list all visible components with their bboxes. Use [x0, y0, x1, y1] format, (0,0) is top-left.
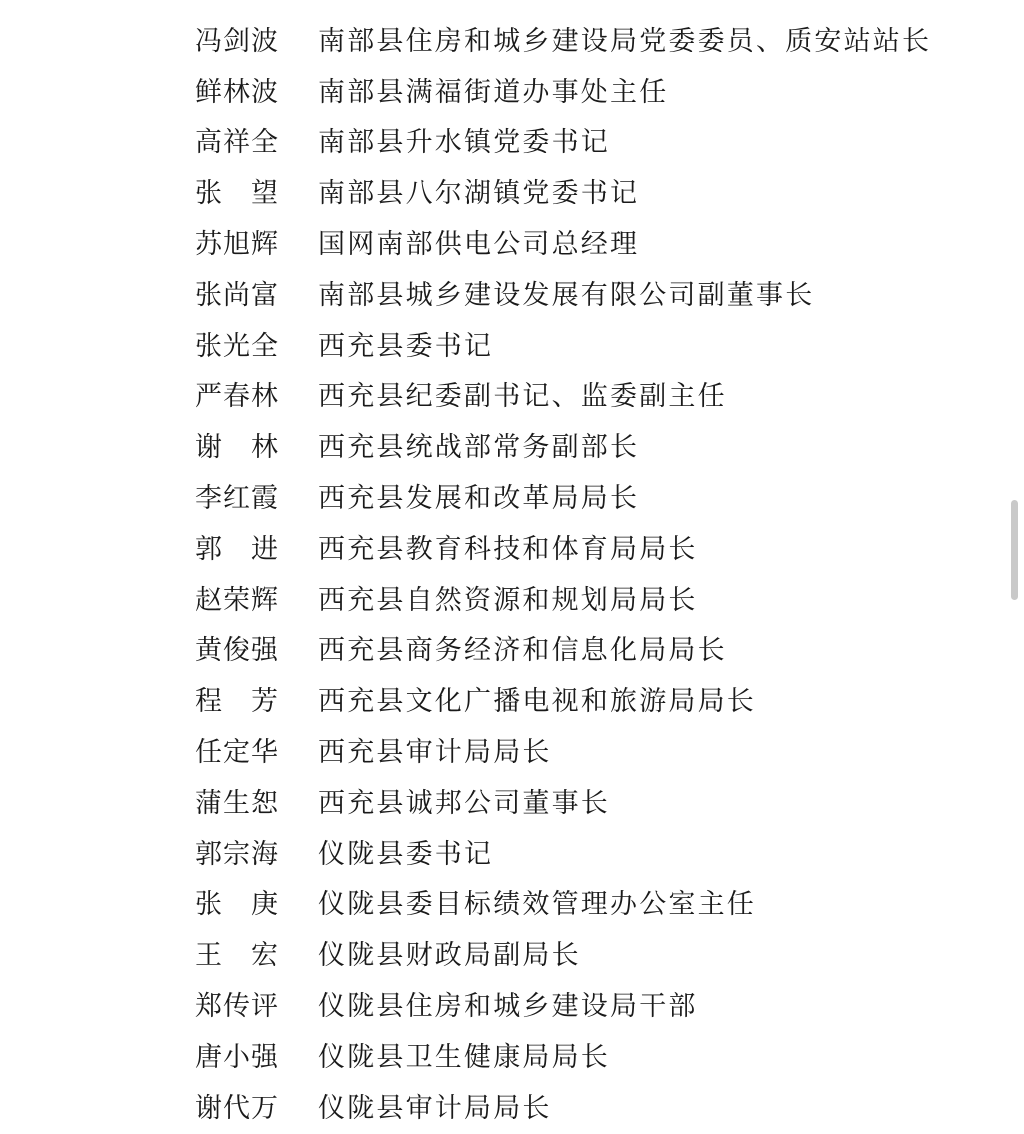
list-item [195, 880, 975, 931]
person-name: 唐小强 [195, 1041, 279, 1073]
person-title: 南部县八尔湖镇党委书记 [318, 178, 640, 210]
person-title: 仪陇县住房和城乡建设局干部 [318, 991, 698, 1023]
person-title: 南部县满福街道办事处主任 [318, 76, 669, 108]
person-title: 仪陇县委目标绩效管理办公室主任 [318, 889, 756, 921]
list-item [195, 829, 975, 880]
list-item [195, 727, 975, 778]
person-title: 西充县诚邦公司董事长 [318, 787, 610, 819]
person-name: 程 芳 [195, 686, 279, 718]
person-name: 郭宗海 [195, 838, 279, 870]
person-title: 西充县自然资源和规划局局长 [318, 584, 698, 616]
list-item [195, 930, 975, 981]
person-name: 严春林 [195, 381, 279, 413]
list-item [195, 372, 975, 423]
list-item [195, 473, 975, 524]
person-title: 西充县商务经济和信息化局局长 [318, 635, 727, 667]
scrollbar-thumb[interactable] [1011, 500, 1018, 600]
person-name: 鲜林波 [195, 76, 279, 108]
person-title: 仪陇县卫生健康局局长 [318, 1041, 610, 1073]
list-item [195, 575, 975, 626]
person-name: 郭 进 [195, 533, 279, 565]
person-name: 苏旭辉 [195, 229, 279, 261]
personnel-list [195, 16, 975, 1134]
list-item [195, 676, 975, 727]
person-name: 张光全 [195, 330, 279, 362]
person-title: 仪陇县财政局副局长 [318, 940, 581, 972]
person-name: 谢 林 [195, 432, 279, 464]
person-title: 南部县城乡建设发展有限公司副董事长 [318, 279, 815, 311]
person-name: 王 宏 [195, 940, 279, 972]
list-item [195, 422, 975, 473]
list-item [195, 778, 975, 829]
person-name: 谢代万 [195, 1092, 279, 1124]
list-item [195, 219, 975, 270]
person-title: 仪陇县审计局局长 [318, 1092, 552, 1124]
list-item [195, 16, 975, 67]
person-name: 蒲生恕 [195, 787, 279, 819]
person-name: 郑传评 [195, 991, 279, 1023]
person-name: 张尚富 [195, 279, 279, 311]
person-name: 李红霞 [195, 483, 279, 515]
person-name: 张 庚 [195, 889, 279, 921]
person-title: 西充县文化广播电视和旅游局局长 [318, 686, 756, 718]
person-title: 西充县委书记 [318, 330, 494, 362]
list-item [195, 981, 975, 1032]
person-title: 南部县升水镇党委书记 [318, 127, 610, 159]
list-item [195, 524, 975, 575]
list-item [195, 168, 975, 219]
person-name: 黄俊强 [195, 635, 279, 667]
person-name: 高祥全 [195, 127, 279, 159]
person-name: 张 望 [195, 178, 279, 210]
list-item [195, 270, 975, 321]
person-name: 冯剑波 [195, 25, 279, 57]
person-name: 任定华 [195, 737, 279, 769]
person-title: 西充县教育科技和体育局局长 [318, 533, 698, 565]
person-title: 仪陇县委书记 [318, 838, 494, 870]
list-item [195, 1032, 975, 1083]
list-item [195, 1083, 975, 1134]
list-item [195, 118, 975, 169]
person-title: 西充县纪委副书记、监委副主任 [318, 381, 727, 413]
person-title: 南部县住房和城乡建设局党委委员、质安站站长 [318, 25, 932, 57]
person-title: 西充县审计局局长 [318, 737, 552, 769]
person-title: 国网南部供电公司总经理 [318, 229, 640, 261]
list-item [195, 626, 975, 677]
list-item [195, 67, 975, 118]
person-title: 西充县发展和改革局局长 [318, 483, 640, 515]
person-name: 赵荣辉 [195, 584, 279, 616]
person-title: 西充县统战部常务副部长 [318, 432, 640, 464]
list-item [195, 321, 975, 372]
